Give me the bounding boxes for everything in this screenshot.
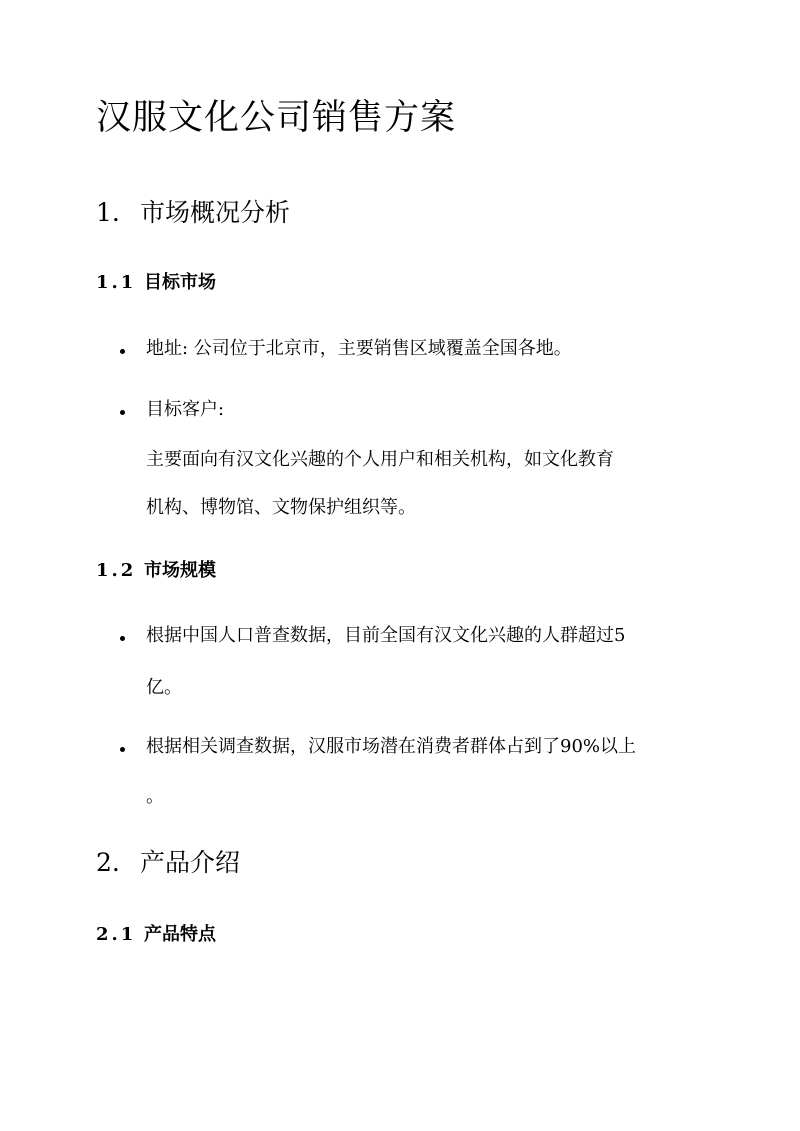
subsection-heading: [96, 558, 216, 584]
subsection-number: 1.1: [96, 272, 137, 293]
subsection-title: 市场规模: [144, 560, 216, 581]
subsection-heading: [96, 922, 216, 948]
list-item-continuation: 亿。: [146, 677, 182, 698]
bullet-dot: [120, 636, 125, 641]
list-item-continuation: 主要面向有汉文化兴趣的个人用户和相关机构，如文化教育: [146, 449, 614, 470]
section-number: 1.: [96, 198, 120, 227]
bullet-dot: [120, 747, 125, 752]
section-number: 2.: [96, 848, 120, 877]
section-title: 市场概况分析: [140, 198, 291, 227]
list-item: 根据中国人口普查数据，目前全国有汉文化兴趣的人群超过5: [146, 625, 626, 646]
section-heading: [96, 196, 290, 230]
list-item-continuation: 机构、博物馆、文物保护组织等。: [146, 497, 416, 518]
subsection-number: 1.2: [96, 560, 137, 581]
list-item: 根据相关调查数据，汉服市场潜在消费者群体占到了90%以上: [146, 736, 637, 757]
bullet-dot: [120, 410, 125, 415]
section-title: 产品介绍: [140, 848, 241, 877]
subsection-heading: [96, 270, 216, 296]
subsection-title: 目标市场: [144, 272, 216, 293]
subsection-number: 2.1: [96, 924, 137, 945]
document-title: 汉服文化公司销售方案: [96, 98, 457, 138]
list-item: 地址: 公司位于北京市，主要销售区域覆盖全国各地。: [146, 338, 572, 359]
subsection-title: 产品特点: [144, 924, 216, 945]
bullet-dot: [120, 349, 125, 354]
list-item-continuation: 。: [146, 786, 164, 807]
section-heading: [96, 846, 240, 880]
list-item: 目标客户:: [146, 399, 225, 420]
